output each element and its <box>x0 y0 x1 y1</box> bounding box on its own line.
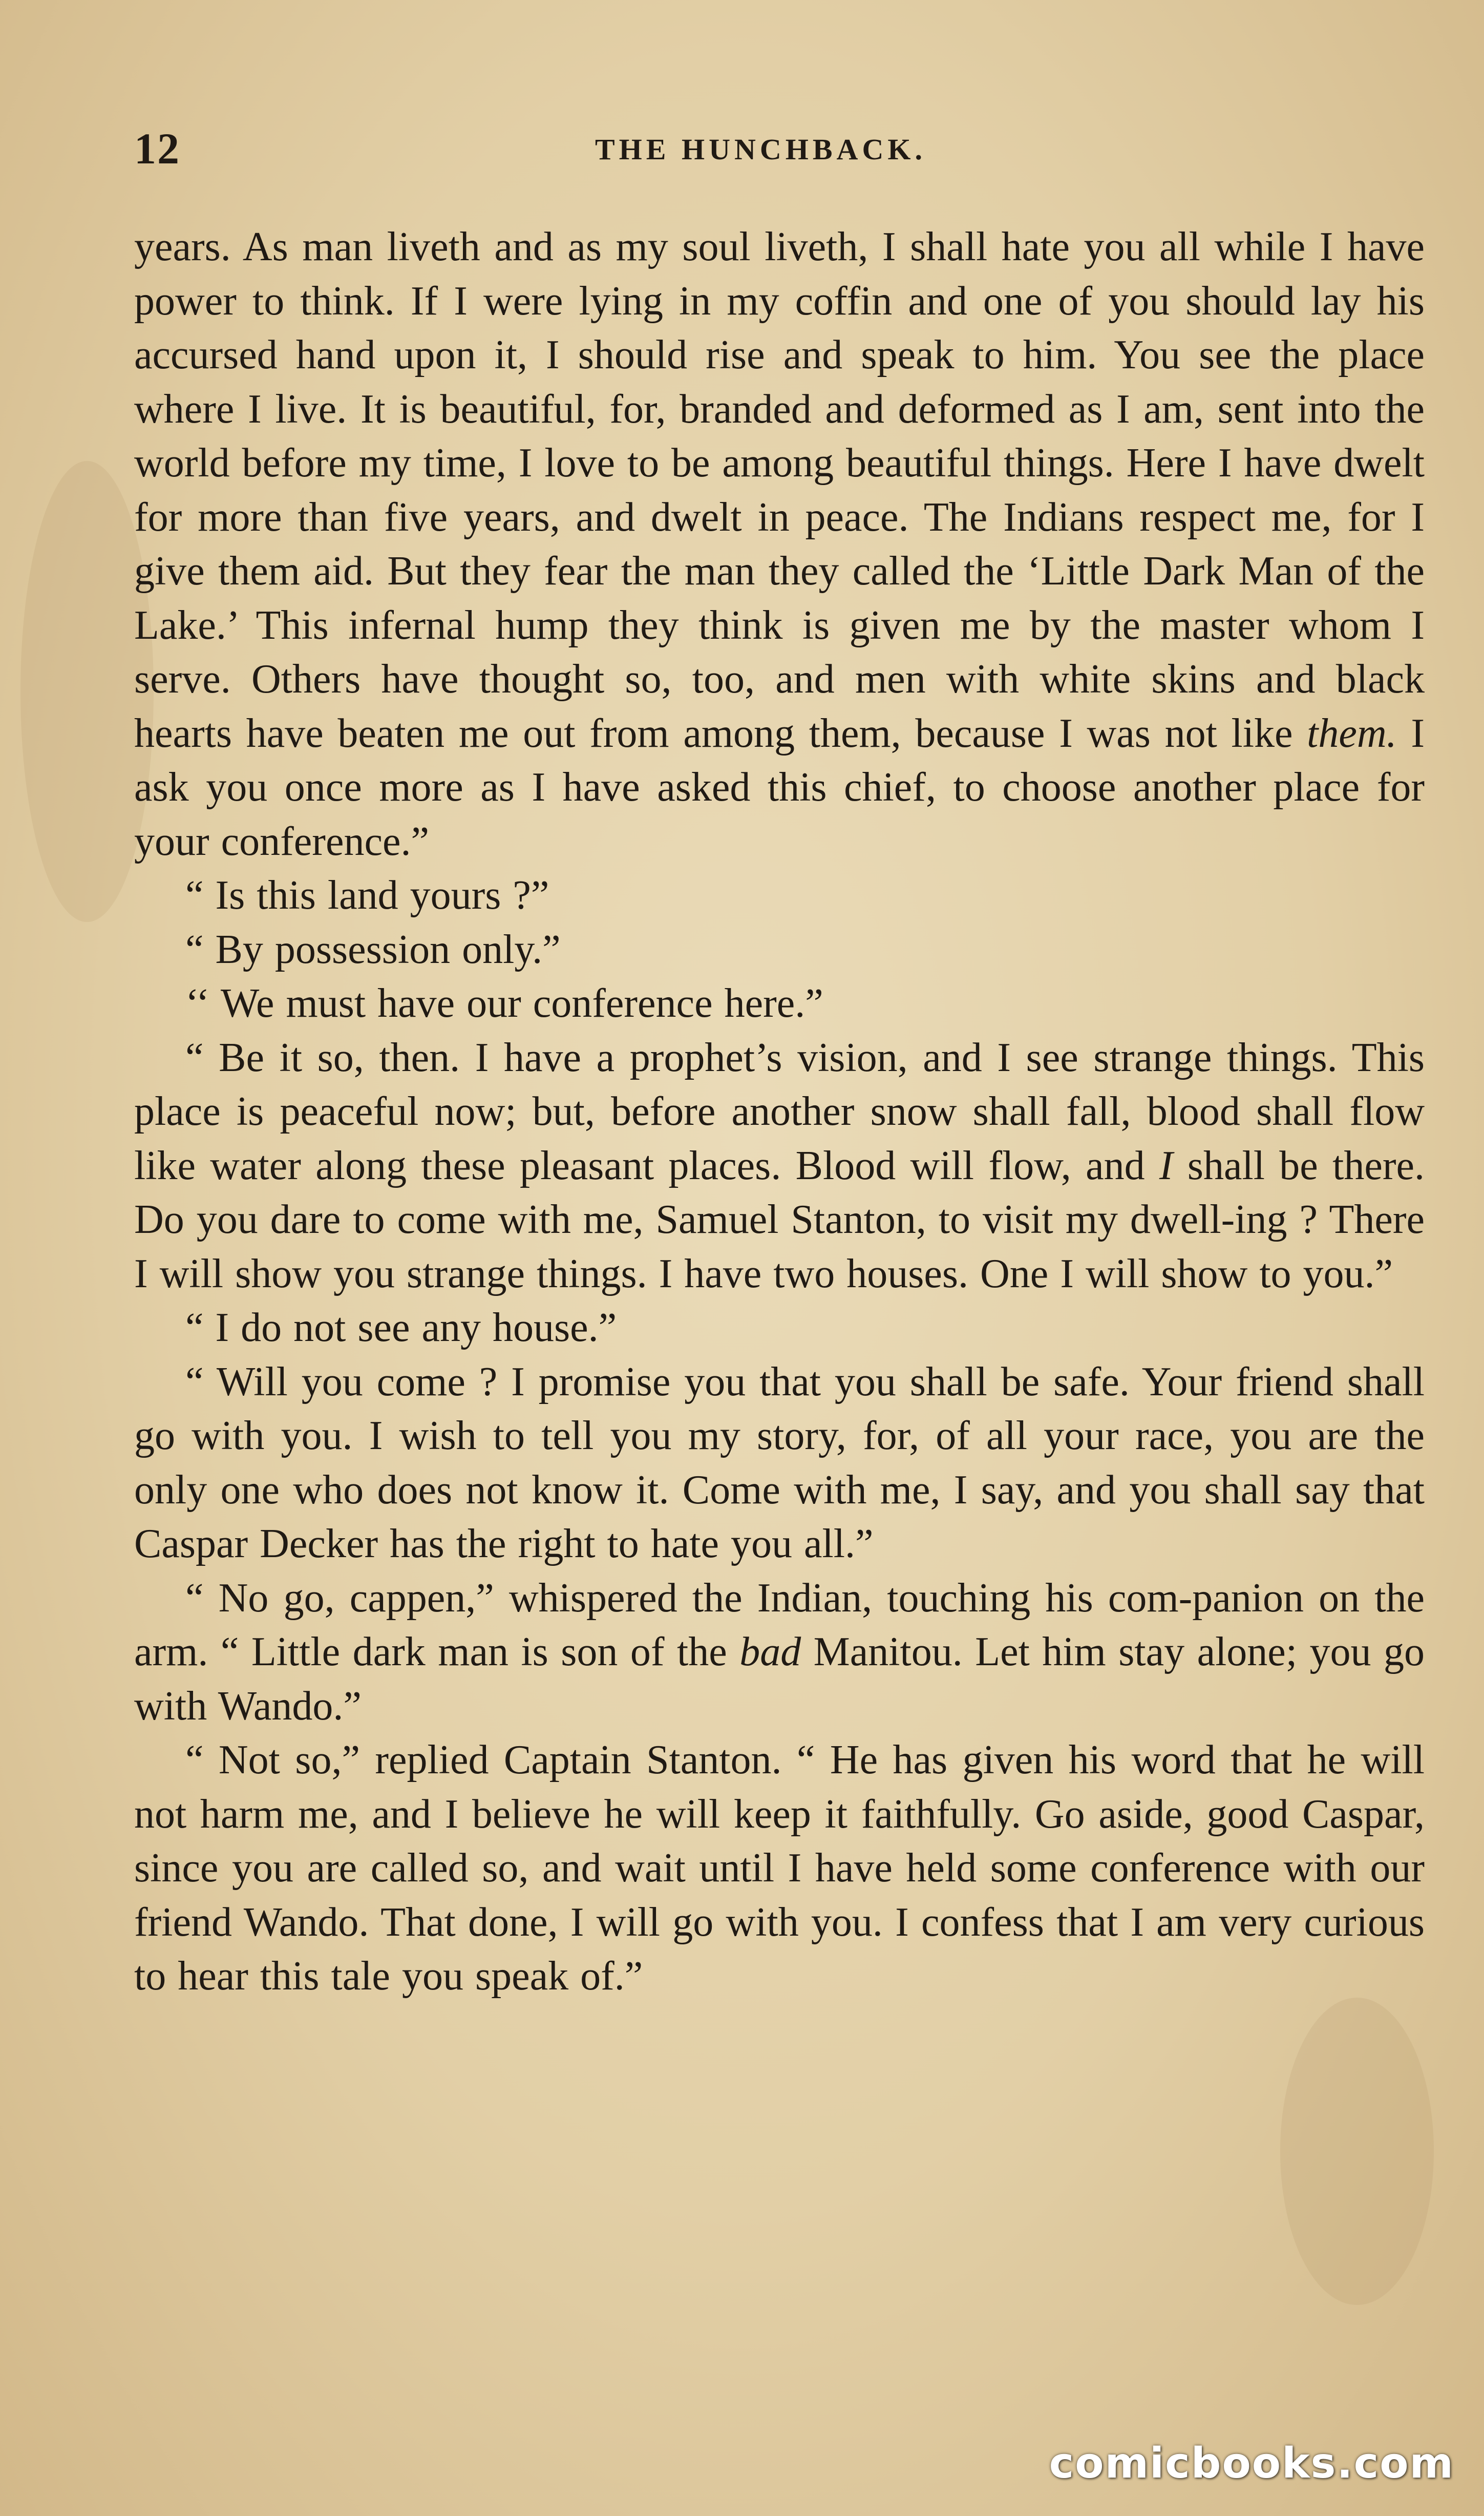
page-stain <box>1280 1998 1434 2305</box>
text-run: ‘‘ We must have our conference here.” <box>185 981 823 1026</box>
paragraph <box>134 1031 1425 1302</box>
paragraph <box>134 220 1425 869</box>
page-stain <box>20 461 154 922</box>
body-text <box>134 220 1425 2004</box>
text-run: years. As man liveth and as my soul liveth, I shall hate you all while I have power to think. If I were lying in my coffin and one of you should lay his accursed hand upon it, I should rise and speak to him. You see the place where I live. It is beautiful, for, branded and deformed as I am, sent into the world before my time, I love to be among beautiful things. Here I have dwelt for more than five years, and dwelt in peace. The Indians respect me, for I give them aid. But they fear the man they called the ‘Little Dark Man of the Lake.’ This infernal hump they think is given me by the master whom I serve. Others have thought so, too, and men with white skins and black hearts have beaten me out from among them, because I was not like <box>134 224 1425 756</box>
paragraph <box>134 1733 1425 2004</box>
text-run: “ Be it so, then. I have a prophet’s vision, and I see strange things. This place is peaceful now; but, before another snow shall fall, blood shall flow like water along these pleasant places. Blood will flow, and <box>134 1035 1425 1188</box>
paragraph <box>134 923 1425 977</box>
paragraph <box>134 1301 1425 1355</box>
paragraph <box>134 1355 1425 1571</box>
watermark-logo: comicbooks.com <box>1049 2439 1454 2488</box>
text-run: Manitou. Let him stay alone; you go with Wando.” <box>134 1629 1425 1729</box>
text-run: shall be there. Do you dare to come with me, Samuel Stanton, to visit my dwell-ing ? There I will show you strange things. I have two houses. One I will show to you.” <box>134 1143 1425 1296</box>
italic-text: them. <box>1307 710 1397 756</box>
text-run: “ No go, cappen,” whispered the Indian, touching his com-panion on the arm. “ Little dark man is son of the <box>134 1575 1425 1674</box>
text-run: “ By possession only.” <box>185 927 561 972</box>
running-title: THE HUNCHBACK. <box>595 133 926 166</box>
text-run: I ask you once more as I have asked this chief, to choose another place for your conference.” <box>134 710 1425 864</box>
paragraph <box>134 869 1425 923</box>
paragraph <box>134 977 1425 1031</box>
italic-text: bad <box>739 1629 801 1674</box>
page-number: 12 <box>134 124 180 173</box>
page-header <box>134 123 1425 179</box>
text-run: “ Will you come ? I promise you that you shall be safe. Your friend shall go with you. I wish to tell you my story, for, of all your race, you are the only one who does not know it. Come with me, I say, and you shall say that Caspar Decker has the right to hate you all.” <box>134 1359 1425 1566</box>
italic-text: I <box>1159 1143 1173 1188</box>
text-run: “ I do not see any house.” <box>185 1305 617 1350</box>
text-run: “ Is this land yours ?” <box>185 873 549 918</box>
text-run: “ Not so,” replied Captain Stanton. “ He has given his word that he will not harm me, and I believe he will keep it faithfully. Go aside, good Caspar, since you are called so, and wait until I have held some conference with our friend Wando. That done, I will go with you. I confess that I am very curious to hear this tale you speak of.” <box>134 1737 1425 1999</box>
paragraph <box>134 1571 1425 1734</box>
